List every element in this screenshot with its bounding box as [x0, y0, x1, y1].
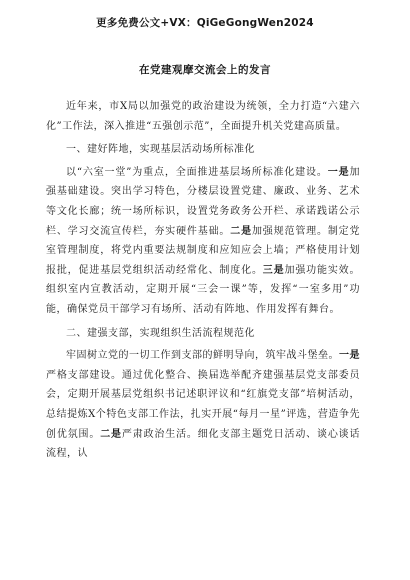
intro-paragraph: 近年来，市X局以加强党的政治建设为统领，全力打造“六建六化”工作法，深入推进“五强创示范”，全面提升机关党建高质量。 [46, 101, 360, 132]
section-heading-2: 二、建强支部，实现组织生活流程规范化 [66, 327, 255, 339]
section-1-text-b: 加强基础建设。突出学习特色，分楼层设置党建、廉政、业务、艺术等文化长廊；统一场所标识，设置党务政务公开栏、承诺践诺公示栏、学习交流宣传栏，夯实硬件基础。 [46, 166, 361, 237]
section-1-paragraph [46, 163, 360, 320]
section-1-text-d: 加强功能实效。组织室内宣教活动，定期开展“三会一课”等，发挥“一室多用”功能，确保党员干部学习有场所、活动有阵地、作用发挥有舞台。 [46, 264, 361, 315]
promo-banner: 更多免费公文+VX：QiGeGongWen2024 [96, 17, 314, 29]
section-1-text-a: 以“六室一堂”为重点，全面推进基层场所标准化建设。 [66, 166, 328, 178]
document-body [46, 97, 360, 464]
lead-phrase: 二是 [100, 428, 122, 440]
lead-phrase: 三是 [262, 264, 285, 276]
section-2-text-a: 牢固树立党的一切工作到支部的鲜明导向，筑牢战斗堡垒。 [66, 350, 339, 362]
lead-phrase: 一是 [327, 166, 350, 178]
lead-phrase: 一是 [339, 350, 360, 362]
section-2-text-c: 严肃政治生活。细化支部主题党日活动、谈心谈话流程，认 [46, 428, 361, 460]
section-1-text-c: 加强规范管理。制定党室管理制度，将党内重要法规制度和应知应会上墙；严格使用计划报批，促进基层党组织活动经常化、制度化。 [46, 225, 361, 276]
section-2-paragraph [46, 346, 360, 464]
lead-phrase: 二是 [230, 225, 252, 237]
document-title: 在党建观摩交流会上的发言 [139, 64, 271, 76]
section-heading-1: 一、建好阵地，实现基层活动场所标准化 [66, 144, 255, 156]
section-2-text-b: 严格支部建设。通过优化整合、换届选举配齐建强基层党支部委员会，定期开展基层党组织书记述职评议和“红旗党支部”培树活动，总结提炼X个特色支部工作法，扎实开展“每月一星”评选，营造争先创优氛围。 [46, 369, 360, 440]
